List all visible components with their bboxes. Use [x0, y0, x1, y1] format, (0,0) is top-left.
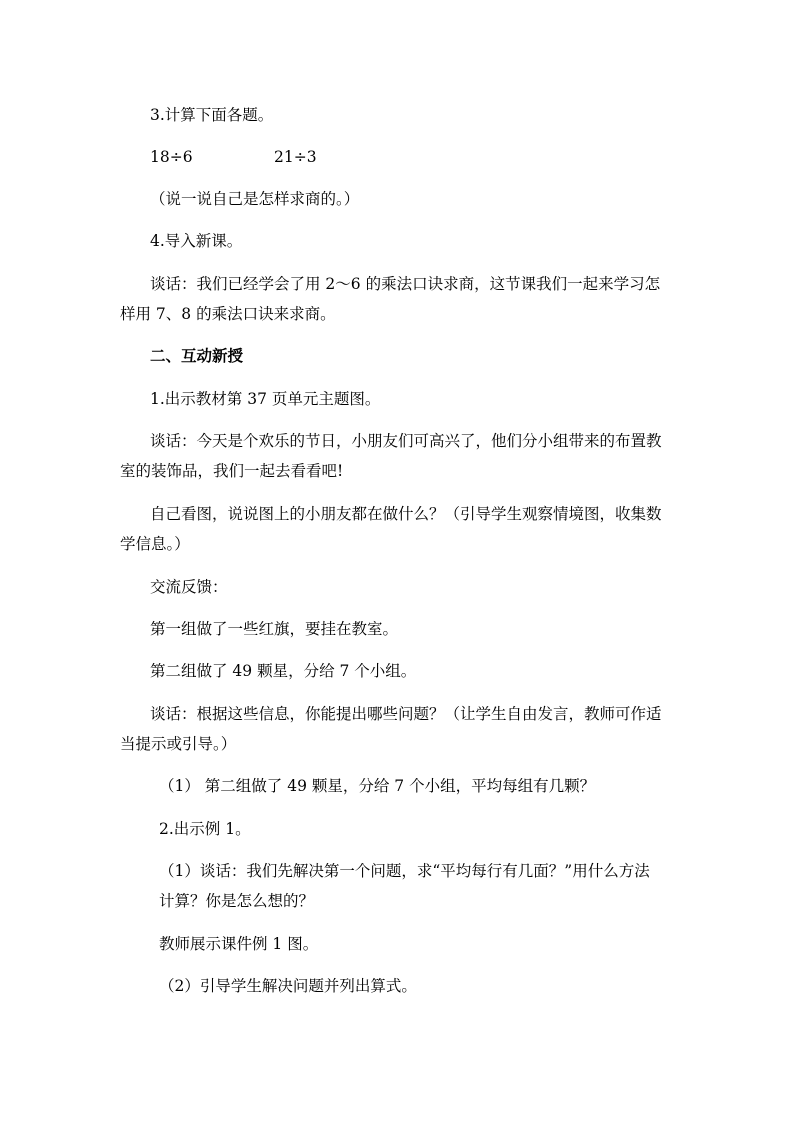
question-1: （1） 第二组做了 49 颗星，分给 7 个小组，平均每组有几颗？ [159, 777, 596, 795]
talk-questions-line-1: 谈话：根据这些信息，你能提出哪些问题？（让学生自由发言，教师可作适 [150, 705, 662, 723]
feedback-heading: 交流反馈： [150, 578, 228, 596]
observe-line-1: 自己看图，说说图上的小朋友都在做什么？（引导学生观察情境图，收集数 [150, 505, 662, 523]
courseware-line: 教师展示课件例 1 图。 [159, 935, 319, 953]
talk-festival-line-2: 室的装饰品，我们一起去看看吧! [120, 462, 344, 480]
feedback-group-1: 第一组做了一些红旗，要挂在教室。 [150, 620, 399, 638]
item-4-heading: 4.导入新课。 [150, 232, 243, 250]
example-1-heading: 2.出示例 1。 [159, 820, 251, 838]
talk-festival-line-1: 谈话：今天是个欢乐的节日，小朋友们可高兴了，他们分小组带来的布置教 [150, 432, 662, 450]
step-1-heading: 1.出示教材第 37 页单元主题图。 [150, 390, 381, 408]
section-heading: 二、互动新授 [150, 347, 244, 365]
observe-line-2: 学信息。） [120, 535, 190, 553]
example-step-1-line-2: 计算？你是怎么想的？ [159, 892, 315, 910]
example-step-2: （2）引导学生解决问题并列出算式。 [159, 977, 417, 995]
talk-questions-line-2: 当提示或引导。） [120, 735, 237, 753]
feedback-group-2: 第二组做了 49 颗星，分给 7 个小组。 [150, 662, 417, 680]
talk-line-2: 样用 7、8 的乘法口诀来求商。 [120, 305, 336, 323]
problem-18-div-6: 18÷6 [150, 148, 193, 166]
problem-21-div-3: 21÷3 [274, 148, 317, 166]
item-3-heading: 3.计算下面各题。 [150, 106, 274, 124]
note-explain-quotient: （说一说自己是怎样求商的。） [150, 190, 360, 208]
example-step-1-line-1: （1）谈话：我们先解决第一个问题，求“平均每行有几面？”用什么方法 [159, 862, 650, 880]
talk-line-1: 谈话：我们已经学会了用 2～6 的乘法口诀求商，这节课我们一起来学习怎 [150, 275, 661, 293]
